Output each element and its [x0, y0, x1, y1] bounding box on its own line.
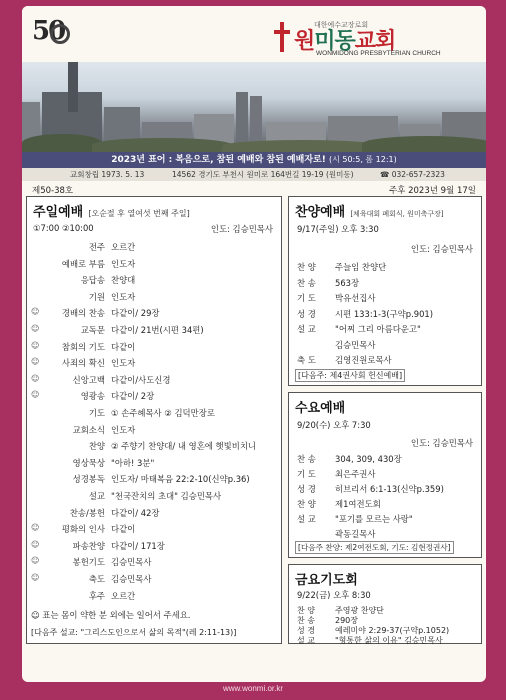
order-value: 제1여전도회: [335, 499, 381, 509]
church-logo: [274, 20, 474, 60]
sunday-order-row: [27, 272, 283, 288]
order-value: 290장: [335, 616, 358, 625]
sunday-order-row: [27, 355, 283, 371]
order-label: 설 교: [297, 324, 316, 334]
friday-title: 금요기도회: [295, 573, 358, 588]
order-value: 인도자: [111, 358, 136, 369]
order-label: 기도: [88, 408, 105, 418]
wednesday-worship-box: [288, 392, 482, 558]
sunday-title-line: [33, 201, 190, 220]
praise-next: [다음주: 제4권사회 헌신예배]: [295, 369, 405, 382]
anniversary-ring-icon: [50, 24, 70, 44]
wednesday-title: 수요예배: [295, 401, 346, 416]
order-label: 예배로 부름: [61, 258, 105, 269]
sunday-order-row: [27, 521, 283, 537]
order-label: 설 교: [297, 514, 316, 524]
order-label: 영상묵상: [72, 457, 105, 468]
order-label: 찬 양: [297, 499, 316, 509]
order-label: 성 경: [297, 626, 315, 635]
order-label: 전주: [88, 242, 105, 252]
order-value: 주늘임 찬양단: [335, 262, 387, 272]
church-address: 14562 경기도 부천시 원미로 164번길 19-19 (원미동): [172, 170, 354, 179]
order-value: 김영진원로목사: [335, 355, 392, 365]
praise-order-row: [297, 321, 477, 337]
order-label: 경배의 찬송: [61, 308, 105, 319]
sunday-order-row: [27, 455, 283, 471]
order-value: 예레미야 2:29-37(구약p.1052): [335, 626, 450, 635]
issue-number: 제50-38호: [32, 186, 74, 196]
order-value: "천국잔치의 초대" 김승민목사: [111, 491, 222, 501]
standing-mark-icon: ☺: [31, 523, 40, 533]
standing-mark-icon: ☺: [31, 390, 40, 400]
sunday-order-row: [27, 322, 283, 338]
sunday-order-row: [27, 372, 283, 388]
sunday-times: ①7:00 ②10:00: [33, 223, 94, 233]
order-value: "어찌 그리 아름다운고": [335, 324, 421, 334]
sunday-order-row: [27, 305, 283, 321]
sunday-order-row: [27, 239, 283, 255]
friday-time: 9/22(금) 오후 8:30: [297, 590, 371, 600]
sunday-worship-box: [26, 196, 282, 644]
church-name-prefix: 원: [294, 29, 315, 54]
wednesday-order-row: [297, 466, 477, 482]
praise-order-row: [297, 290, 477, 306]
order-value: 주영광 찬양단: [335, 606, 384, 615]
sunday-order-row: [27, 505, 283, 521]
order-label: 찬양: [88, 441, 105, 452]
order-label: 평화의 인사: [61, 524, 105, 535]
sunday-next-sermon: [다음주 설교: "그리스도인으로서 삶의 목적"(레 2:11-13)]: [31, 628, 237, 637]
praise-worship-box: [288, 196, 482, 386]
sunday-order-row: [27, 339, 283, 355]
praise-leader: 인도: 김승민목사: [410, 244, 473, 254]
standing-note: ☺ 표는 몸이 약한 분 외에는 일어서 주세요.: [31, 610, 191, 620]
order-value: 인도자: [111, 424, 136, 435]
order-label: 설교: [88, 491, 105, 501]
wednesday-order-row: [297, 481, 477, 497]
order-label: 찬 양: [297, 606, 315, 615]
sunday-order-row: [27, 256, 283, 272]
sunday-order-row: [27, 388, 283, 404]
order-label: 성 경: [297, 308, 316, 319]
wednesday-time: 9/20(수) 오후 7:30: [297, 420, 371, 430]
anniversary-number: 50: [32, 16, 65, 46]
wednesday-order-row: [297, 526, 477, 542]
wednesday-next: [다음주 찬양: 제2여전도회, 기도: 김현정권사]: [295, 541, 454, 554]
order-label: 찬 송: [297, 277, 316, 288]
order-label: 찬 양: [297, 262, 316, 272]
order-label: 성 경: [297, 484, 316, 494]
praise-title-line: [295, 201, 444, 220]
order-value: 히브리서 6:1-13(신약p.359): [335, 484, 444, 494]
order-value: 304, 309, 430장: [335, 454, 402, 464]
order-value: "아하! 3분": [111, 457, 155, 468]
order-label: 교독문: [80, 325, 105, 335]
praise-order-row: [297, 259, 477, 275]
order-label: 축도: [88, 574, 105, 584]
order-label: 신앙고백: [72, 374, 105, 385]
sunday-order-row: [27, 538, 283, 554]
standing-mark-icon: ☺: [31, 324, 40, 333]
order-value: 인도자: [111, 291, 136, 302]
order-value: 다같이: [111, 524, 136, 535]
order-value: 오르간: [111, 242, 136, 252]
order-value: "포기를 모르는 사랑": [335, 514, 413, 524]
order-value: 박유선집사: [335, 293, 376, 303]
cross-icon: [274, 22, 290, 52]
praise-time: 9/17(주일) 오후 3:30: [297, 224, 379, 234]
order-value: 563장: [335, 277, 360, 288]
standing-mark-icon: ☺: [31, 556, 40, 566]
church-phone: ☎ 032-657-2323: [380, 170, 445, 179]
sunday-order-row: [27, 289, 283, 305]
order-label: 파송찬양: [72, 540, 105, 551]
praise-title: 찬양예배: [295, 205, 346, 220]
order-value: 다같이/ 171장: [111, 540, 165, 551]
sunday-order-row: [27, 588, 283, 604]
order-value: 다같이/ 42장: [111, 507, 160, 518]
wednesday-leader: 인도: 김승민목사: [410, 438, 473, 448]
motto-text: 2023년 표어 : 복음으로, 참된 예배와 참된 예배자로!: [111, 155, 326, 165]
order-label: 기 도: [297, 293, 316, 303]
standing-mark-icon: ☺: [31, 373, 40, 383]
praise-order-row: [297, 275, 477, 291]
order-label: 후주: [88, 590, 105, 601]
church-name-suffix: 교회: [354, 29, 396, 54]
order-label: 성경봉독: [72, 474, 105, 485]
bulletin-page: [22, 6, 486, 682]
standing-mark-icon: ☺: [31, 357, 40, 367]
denomination: 대한예수교장로회: [314, 22, 369, 29]
order-value: 찬양대: [111, 275, 136, 286]
order-value: 최은주권사: [335, 469, 376, 479]
sunday-subtitle: [오순절 후 열여섯 번째 주일]: [88, 209, 190, 218]
sunday-order-row: [27, 438, 283, 454]
order-value: 다같이/ 29장: [111, 308, 160, 319]
order-value: 다같이/사도신경: [111, 374, 171, 385]
order-label: 기 도: [297, 469, 316, 479]
yearly-motto-banner: [22, 152, 486, 168]
order-label: 교회소식: [72, 424, 105, 435]
header: [22, 6, 486, 62]
order-value: 김승민목사: [335, 339, 376, 350]
motto-reference: (시 50:5, 롬 12:1): [328, 155, 397, 164]
wednesday-order-row: [297, 451, 477, 467]
order-value: 오르간: [111, 590, 136, 601]
anniversary-logo: [32, 14, 72, 54]
order-value: "형통한 삶의 이유" 김승민목사: [335, 636, 443, 645]
order-label: 영광송: [80, 391, 105, 402]
sunday-order-row: [27, 571, 283, 587]
standing-mark-icon: ☺: [31, 340, 40, 350]
order-label: 응답송: [80, 275, 105, 286]
order-label: 설 교: [297, 636, 315, 645]
standing-mark-icon: ☺: [31, 573, 40, 582]
sunday-order-row: [27, 471, 283, 487]
church-name-mid: 미동: [314, 29, 355, 54]
sunday-title: 주일예배: [33, 205, 84, 220]
order-label: 기원: [88, 291, 105, 302]
sunday-order-row: [27, 554, 283, 570]
praise-order-row: [297, 306, 477, 322]
order-value: ① 손주혜목사 ② 김덕만장로: [111, 408, 215, 418]
church-info: [22, 168, 486, 181]
standing-mark-icon: ☺: [31, 539, 40, 549]
sunday-order-row: [27, 405, 283, 421]
friday-prayer-box: [288, 564, 482, 644]
praise-order-row: [297, 352, 477, 368]
order-value: 인도자/ 마태복음 22:2-10(신약p.36): [111, 474, 250, 485]
order-value: ② 주향기 찬양대/ 내 영혼에 햇빛비치니: [111, 441, 256, 452]
praise-order-row: [297, 337, 477, 353]
order-label: 봉헌기도: [72, 557, 105, 568]
order-label: 참회의 기도: [61, 341, 105, 352]
wednesday-order-row: [297, 511, 477, 527]
order-label: 사죄의 확신: [61, 358, 105, 369]
order-value: 인도자: [111, 258, 136, 269]
church-name-english: WONMIDONG PRESBYTERIAN CHURCH: [316, 50, 441, 57]
order-value: 곽동길목사: [335, 529, 376, 539]
sunday-order-row: [27, 488, 283, 504]
order-value: 김승민목사: [111, 557, 152, 568]
friday-order-row: [297, 633, 477, 649]
order-value: 시편 133:1-3(구약p.901): [335, 308, 434, 319]
order-label: 찬 송: [297, 454, 316, 464]
order-value: 다같이: [111, 341, 136, 352]
standing-mark-icon: ☺: [31, 307, 40, 317]
order-value: 김승민목사: [111, 574, 152, 584]
order-label: 축 도: [297, 355, 316, 365]
bulletin-date: 주후 2023년 9월 17일: [388, 186, 476, 196]
order-label: 찬 송: [297, 616, 315, 625]
sunday-leader: 인도: 김승민목사: [210, 224, 273, 234]
founded-date: 교회창립 1973. 5. 13: [70, 170, 145, 179]
order-value: 다같이/ 21번(시편 34편): [111, 325, 204, 335]
wednesday-order-row: [297, 496, 477, 512]
order-label: 찬송/봉헌: [69, 507, 105, 518]
praise-subtitle: [체육대회 폐회식, 원미축구장]: [350, 210, 444, 218]
website-url: www.wonmi.or.kr: [222, 684, 283, 693]
sunday-order-row: [27, 422, 283, 438]
order-value: 다같이/ 2장: [111, 391, 155, 402]
church-photo: [22, 62, 486, 152]
